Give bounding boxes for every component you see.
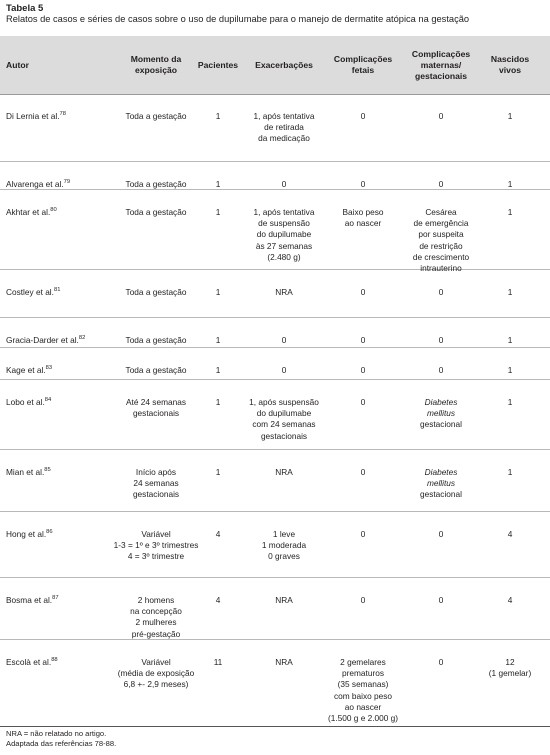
reference-number: 87 (52, 595, 59, 602)
reference-number: 84 (44, 397, 52, 404)
cell-nascidos: 1 (507, 365, 513, 375)
cell-fetais: 0 (360, 287, 366, 297)
cell-exacerbacoes: 0 (281, 179, 287, 189)
maternal-complication-text: gestacional (420, 419, 462, 430)
table-row (0, 318, 550, 348)
table-row (0, 94, 550, 162)
diabetes-mellitus-italic: Diabetes mellitus (424, 467, 458, 489)
reference-number: 81 (53, 287, 61, 294)
table-row (0, 348, 550, 380)
cell-momento: Início após 24 semanas gestacionais (132, 467, 180, 500)
cell-maternas: 0 (438, 595, 444, 605)
cell-nascidos: 1 (507, 335, 513, 345)
cell-fetais: 0 (360, 467, 366, 477)
reference-number: 83 (45, 365, 53, 372)
cell-pacientes: 1 (215, 111, 221, 121)
table-row (0, 380, 550, 450)
table-row (0, 640, 550, 725)
cell-exacerbacoes: 1, após tentativa de suspensão do dupilumabe às 27 semanas (2.480 g) (253, 207, 315, 262)
reference-number: 85 (44, 467, 51, 474)
table-label: Tabela 5 (6, 3, 44, 14)
cell-fetais: 0 (360, 397, 366, 407)
cell-exacerbacoes: 1 leve 1 moderada 0 graves (261, 529, 307, 562)
cell-exacerbacoes: 1, após tentativa de retirada da medicação (253, 111, 315, 144)
cell-pacientes: 1 (215, 335, 221, 345)
cell-exacerbacoes: 0 (281, 335, 287, 345)
cell-pacientes: 1 (215, 397, 221, 407)
reference-number: 78 (59, 111, 66, 118)
cell-fetais: 0 (360, 595, 366, 605)
table-header (0, 36, 550, 95)
cell-exacerbacoes: NRA (275, 287, 293, 297)
diabetes-mellitus-italic: Diabetes mellitus (424, 397, 458, 419)
header-pacientes: Pacientes (197, 59, 239, 70)
cell-nascidos: 1 (507, 397, 513, 407)
reference-number: 79 (63, 179, 71, 186)
table-title-block (6, 3, 546, 25)
table-footer (6, 729, 546, 748)
cell-complicacoes-maternas (398, 397, 484, 431)
cell-maternas: Cesárea de emergência por suspeita de restrição de crescimento intrauterino (412, 207, 470, 274)
cell-pacientes: 1 (215, 365, 221, 375)
cell-momento: Toda a gestação (125, 111, 187, 121)
cell-exacerbacoes: 0 (281, 365, 287, 375)
cell-fetais: 0 (360, 335, 366, 345)
cell-nascidos: 1 (507, 207, 513, 217)
author-name: Gracia-Darder et al. (6, 335, 79, 345)
reference-number: 80 (50, 207, 57, 214)
footer-note-nra: NRA = não relatado no artigo. (6, 729, 107, 738)
cell-momento: Toda a gestação (125, 335, 187, 345)
header-complicacoes-maternas: Complicações maternas/ gestacionais (411, 48, 471, 81)
author-name: Di Lernia et al. (6, 111, 60, 121)
cell-momento: Toda a gestação (125, 207, 187, 217)
cell-fetais: 0 (360, 529, 366, 539)
author-name: Lobo et al. (6, 397, 45, 407)
cell-pacientes: 1 (215, 467, 221, 477)
reference-number: 88 (51, 657, 58, 664)
cell-momento: Toda a gestação (125, 287, 187, 297)
header-nascidos-vivos: Nascidos vivos (490, 54, 530, 75)
table-row (0, 270, 550, 318)
author-name: Bosma et al. (6, 595, 53, 605)
author-name: Escolà et al. (6, 657, 52, 667)
cell-maternas: 0 (438, 287, 444, 297)
cell-exacerbacoes: 1, após suspensão do dupilumabe com 24 semanas gestacionais (249, 397, 319, 441)
table-row (0, 162, 550, 190)
cell-fetais: 2 gemelares prematuros (35 semanas) com baixo peso ao nascer (1.500 g e 2.000 g) (327, 657, 399, 724)
cell-nascidos: 4 (507, 529, 513, 539)
cell-maternas: 0 (438, 365, 444, 375)
cell-momento: Até 24 semanas gestacionais (126, 397, 186, 419)
author-name: Costley et al. (6, 287, 54, 297)
cell-exacerbacoes: NRA (275, 657, 293, 667)
cell-maternas: 0 (438, 111, 444, 121)
table-bottom-rule (0, 726, 550, 727)
header-exacerbacoes: Exacerbações (255, 59, 313, 70)
table-row (0, 512, 550, 578)
author-name: Alvarenga et al. (6, 179, 64, 189)
cell-pacientes: 1 (215, 207, 221, 217)
cell-nascidos: 1 (507, 111, 513, 121)
cell-fetais: 0 (360, 179, 366, 189)
author-name: Mian et al. (6, 467, 45, 477)
header-autor: Autor (6, 59, 29, 70)
cell-momento: 2 homens na concepção 2 mulheres pré-gestação (130, 595, 182, 639)
cell-pacientes: 4 (215, 595, 221, 605)
cell-nascidos: 4 (507, 595, 513, 605)
cell-maternas: 0 (438, 335, 444, 345)
author-name: Akhtar et al. (6, 207, 51, 217)
author-name: Kage et al. (6, 365, 46, 375)
reference-number: 86 (46, 529, 53, 536)
cell-nascidos: 1 (507, 179, 513, 189)
author-name: Hong et al. (6, 529, 47, 539)
cell-complicacoes-maternas (398, 467, 484, 501)
cell-pacientes: 4 (215, 529, 221, 539)
maternal-complication-text: gestacional (420, 489, 462, 500)
cell-exacerbacoes: NRA (275, 467, 293, 477)
cell-momento: Toda a gestação (125, 179, 187, 189)
header-momento: Momento da exposição (130, 54, 182, 75)
cell-maternas: 0 (438, 657, 444, 667)
table-row (0, 450, 550, 512)
reference-number: 82 (78, 335, 86, 342)
header-complicacoes-fetais: Complicações fetais (333, 54, 393, 75)
table-row (0, 190, 550, 274)
cell-fetais: 0 (360, 111, 366, 121)
cell-nascidos: 12 (1 gemelar) (488, 657, 532, 679)
cell-fetais: 0 (360, 365, 366, 375)
cell-momento: Toda a gestação (125, 365, 187, 375)
cell-pacientes: 1 (215, 287, 221, 297)
footer-note-adapted: Adaptada das referências 78-88. (6, 738, 117, 748)
cell-pacientes: 1 (215, 179, 221, 189)
table-row (0, 578, 550, 640)
cell-exacerbacoes: NRA (275, 595, 293, 605)
cell-maternas: 0 (438, 179, 444, 189)
cell-pacientes: 11 (213, 657, 223, 667)
cell-fetais: Baixo peso ao nascer (342, 207, 384, 229)
cell-momento: Variável (média de exposição 6,8 +- 2,9 meses) (117, 657, 195, 690)
cell-maternas: 0 (438, 529, 444, 539)
table-caption: Relatos de casos e séries de casos sobre o uso de dupilumabe para o manejo de dermatite atópica na gestação (6, 14, 470, 24)
cell-momento: Variável 1-3 = 1º e 3º trimestres 4 = 3º trimestre (113, 529, 199, 562)
cell-nascidos: 1 (507, 467, 513, 477)
cell-nascidos: 1 (507, 287, 513, 297)
